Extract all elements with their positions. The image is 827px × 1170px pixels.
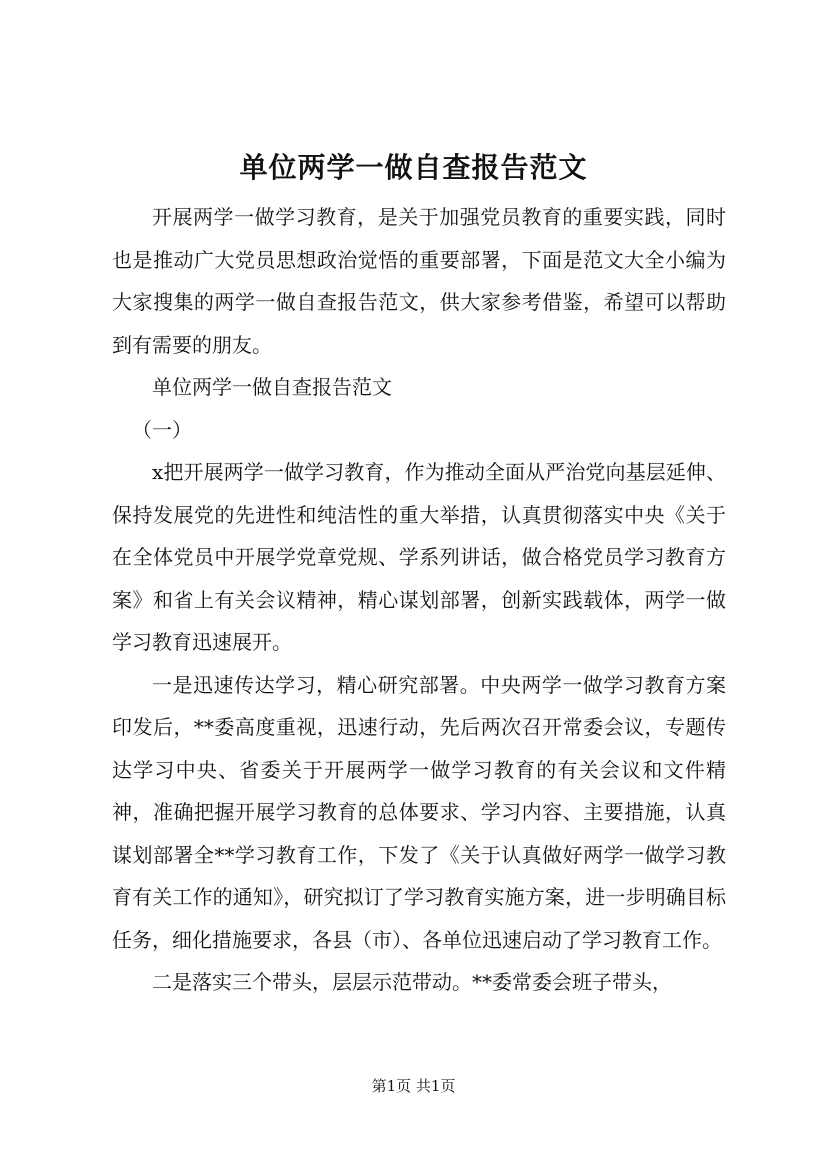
page-footer: 第1页 共1页 bbox=[371, 1077, 456, 1095]
document-title: 单位两学一做自查报告范文 bbox=[239, 151, 588, 184]
body-paragraph: 二是落实三个带头，层层示范带动。**委常委会班子带头， bbox=[152, 970, 672, 994]
section-label: （一） bbox=[132, 417, 192, 442]
subtitle: 单位两学一做自查报告范文 bbox=[152, 375, 392, 399]
intro-paragraph: 开展两学一做学习教育，是关于加强党员教育的重要实践，同时也是推动广大党员思想政治觉悟的重要部署，下面是范文大全小编为大家搜集的两学一做自查报告范文，供大家参考借鉴，希望可以帮助到有需要的朋友。 bbox=[112, 205, 726, 357]
body-paragraph: 一是迅速传达学习，精心研究部署。中央两学一做学习教育方案印发后，**委高度重视，迅速行动，先后两次召开常委会议，专题传达学习中央、省委关于开展两学一做学习教育的有关会议和文件精神，准确把握开展学习教育的总体要求、学习内容、主要措施，认真谋划部署全**学习教育工作，下发了《关于认真做好两学一做学习教育有关工作的通知》，研究拟订了学习教育实施方案，进一步明确目标任务，细化措施要求，各县（市）、各单位迅速启动了学习教育工作。 bbox=[112, 672, 726, 952]
body-paragraph: x把开展两学一做学习教育，作为推动全面从严治党向基层延伸、保持发展党的先进性和纯洁性的重大举措，认真贯彻落实中央《关于在全体党员中开展学党章党规、学系列讲话，做合格党员学习教育方案》和省上有关会议精神，精心谋划部署，创新实践载体，两学一做学习教育迅速展开。 bbox=[112, 460, 726, 654]
document-body bbox=[112, 196, 726, 1004]
